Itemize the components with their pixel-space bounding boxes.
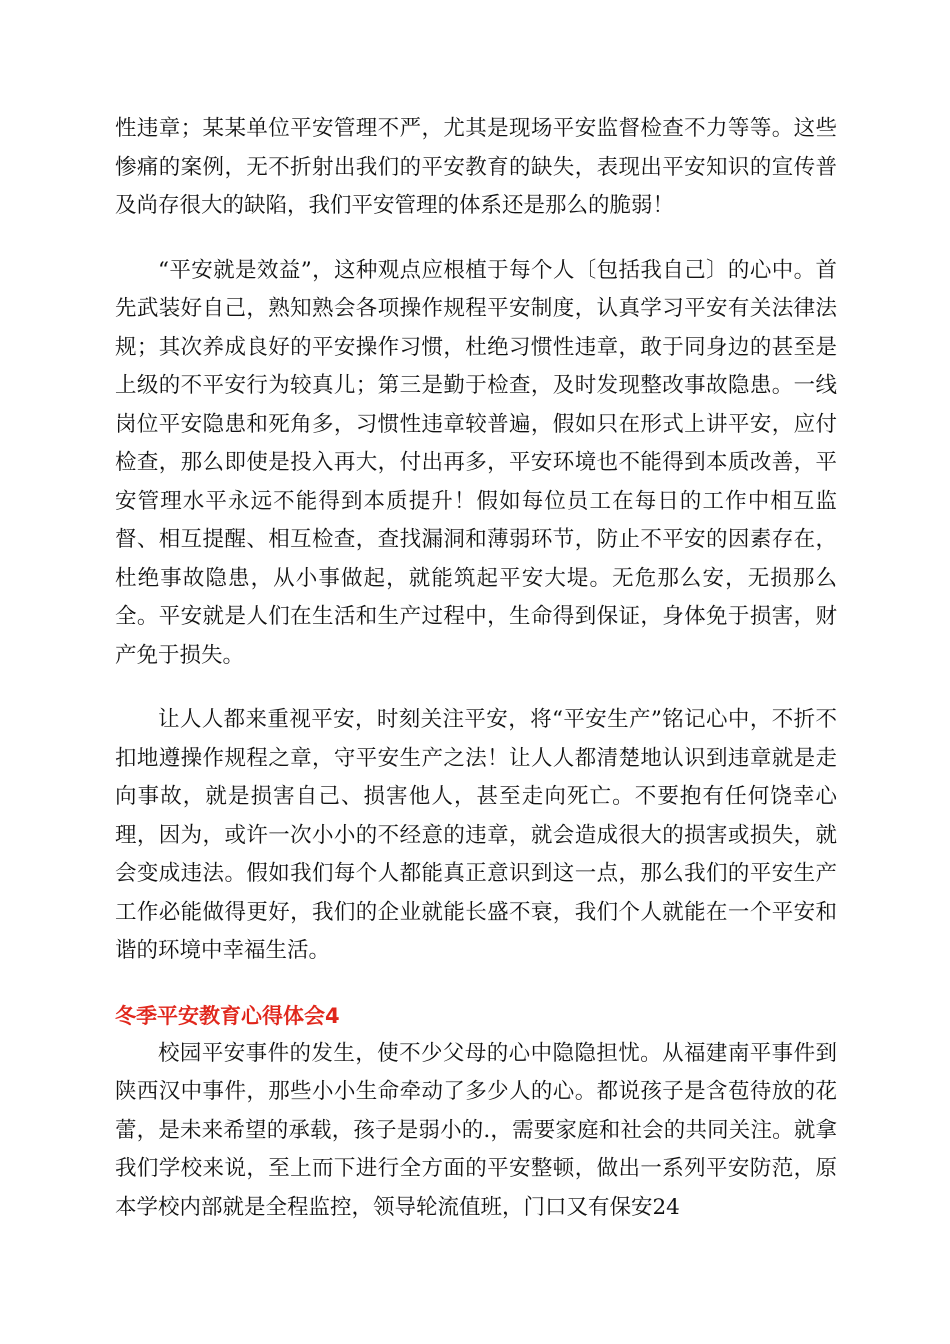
section-heading: 冬季平安教育心得体会4 [115, 1003, 340, 1028]
paragraph-value-safety: 让人人都来重视平安，时刻关注平安，将“平安生产”铭记心中，不折不扣地遵操作规程之章，守平安生产之法！让人人都清楚地认识到违章就是走向事故，就是损害自己、损害他人，甚至走向死亡。不要抱有任何饶幸心理，因为，或许一次小小的不经意的违章，就会造成很大的损害或损失，就会变成违法。假如我们每个人都能真正意识到这一点，那么我们的平安生产工作必能做得更好，我们的企业就能长盛不衰，我们个人就能在一个平安和谐的环境中幸福生活。 [115, 707, 837, 963]
document-body [115, 110, 837, 1227]
paragraph-campus-safety: 校园平安事件的发生，使不少父母的心中隐隐担忧。从福建南平事件到陕西汉中事件，那些小小生命牵动了多少人的心。都说孩子是含苞待放的花蕾，是未来希望的承载，孩子是弱小的.，需要家庭和社会的共同关注。就拿我们学校来说，至上而下进行全方面的平安整顿，做出一系列平安防范，原本学校内部就是全程监控，领导轮流值班，门口又有保安24 [115, 1040, 837, 1220]
paragraph-continued: 性违章；某某单位平安管理不严，尤其是现场平安监督检查不力等等。这些惨痛的案例，无不折射出我们的平安教育的缺失，表现出平安知识的宣传普及尚存很大的缺陷，我们平安管理的体系还是那么的脆弱！ [115, 116, 837, 218]
paragraph-safety-is-benefit: “平安就是效益”，这种观点应根植于每个人〔包括我自己〕的心中。首先武装好自己，熟知熟会各项操作规程平安制度，认真学习平安有关法律法规；其次养成良好的平安操作习惯，杜绝习惯性违章，敢于同身边的甚至是上级的不平安行为较真儿；第三是勤于检查，及时发现整改事故隐患。一线岗位平安隐患和死角多，习惯性违章较普遍，假如只在形式上讲平安，应付检查，那么即使是投入再大，付出再多，平安环境也不能得到本质改善，平安管理水平永远不能得到本质提升！假如每位员工在每日的工作中相互监督、相互提醒、相互检查，查找漏洞和薄弱环节，防止不平安的因素存在，杜绝事故隐患，从小事做起，就能筑起平安大堤。无危那么安，无损那么全。平安就是人们在生活和生产过程中，生命得到保证，身体免于损害，财产免于损失。 [115, 257, 837, 668]
